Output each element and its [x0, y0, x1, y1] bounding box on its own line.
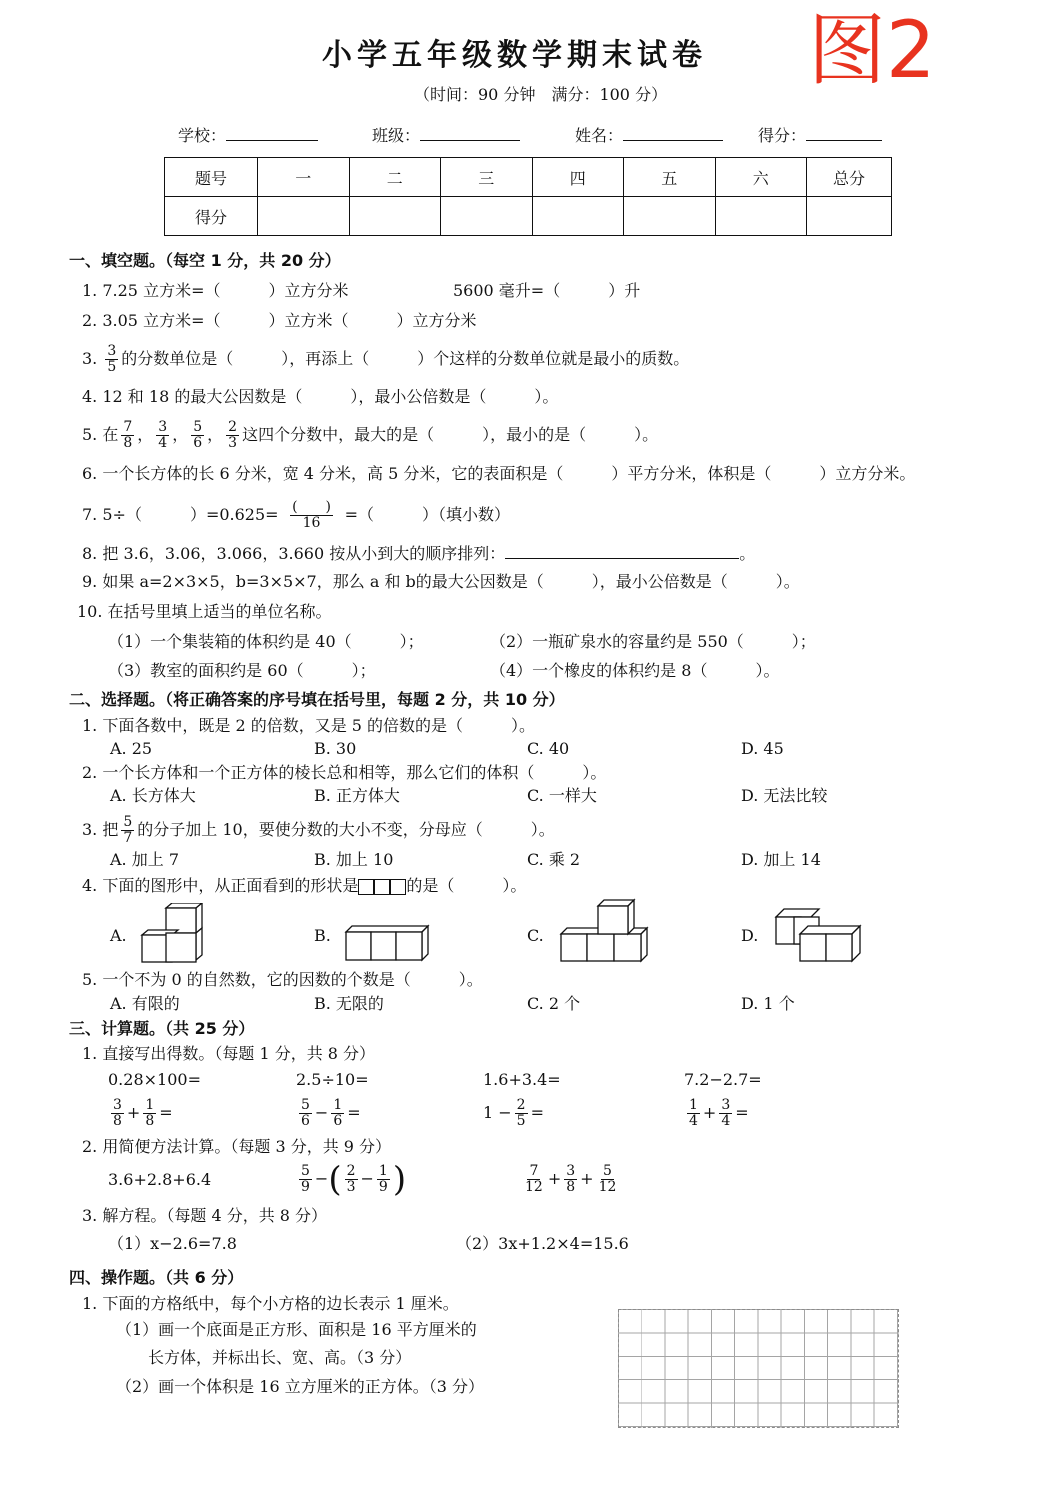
s2-q2-opt: A. 长方体大 — [110, 786, 196, 805]
calc-item: $\frac{1}{4}$ + $\frac{3}{4}$ = — [689, 1097, 749, 1129]
s1-q1a: 1. 7.25 立方米=（ ）立方分米 — [82, 281, 349, 300]
table-row-label: 得分 — [165, 197, 258, 236]
s2-q3: 3. 把 $\frac{5}{7}$ 的分子加上 10，要使分数的大小不变，分母应（ ）。 — [82, 814, 555, 846]
fraction: $\frac{3}{5}$ — [107, 343, 117, 375]
s1-q1b: 5600 毫升=（ ）升 — [453, 281, 641, 300]
s2-q2-opt: B. 正方体大 — [314, 786, 400, 805]
s3-q2: 2. 用简便方法计算。（每题 3 分，共 9 分） — [82, 1137, 392, 1156]
score-table-head-row — [165, 158, 892, 197]
s1-q10-1: （1）一个集装箱的体积约是 40（ ）； — [108, 632, 424, 651]
s1-q3: 3. $\frac{3}{5}$ 的分数单位是（ ），再添上（ ）个这样的分数单位就是最小的质数。 — [82, 343, 690, 375]
s1-q6: 6. 一个长方体的长 6 分米，宽 4 分米，高 5 分米，它的表面积是（ ）平方分米，体积是（ ）立方分米。 — [82, 464, 916, 483]
table-head-cell: 六 — [715, 158, 807, 197]
s3-q1: 1. 直接写出得数。（每题 1 分，共 8 分） — [82, 1044, 376, 1063]
s2-q4-opt: C. — [527, 926, 544, 945]
calc-item: 2.5÷10= — [296, 1070, 369, 1089]
cube-figure-c-icon — [559, 898, 651, 964]
table-head-cell: 三 — [441, 158, 533, 197]
s2-q5: 5. 一个不为 0 的自然数，它的因数的个数是（ ）。 — [82, 970, 483, 989]
score-cell[interactable] — [624, 197, 716, 236]
s2-q4-opt: B. — [314, 926, 331, 945]
table-head-cell: 四 — [532, 158, 624, 197]
score-label: 得分： — [758, 124, 882, 146]
score-cell[interactable] — [807, 197, 892, 236]
s2-q5-opt: C. 2 个 — [527, 994, 581, 1013]
s1-q9: 9. 如果 a=2×3×5，b=3×5×7，那么 a 和 b的最大公因数是（ ），最小公倍数是（ ）。 — [82, 572, 800, 591]
section-1-title: 一、填空题。（每空 1 分，共 20 分） — [69, 251, 341, 270]
s2-q1-opt: B. 30 — [314, 739, 357, 758]
score-cell[interactable] — [532, 197, 624, 236]
cube-figure-d-icon — [774, 907, 862, 965]
score-cell[interactable] — [349, 197, 441, 236]
score-table-score-row — [165, 197, 892, 236]
s2-q2: 2. 一个长方体和一个正方体的棱长总和相等，那么它们的体积（ ）。 — [82, 763, 607, 782]
s2-q3-opt: A. 加上 7 — [110, 850, 179, 869]
table-head-cell: 题号 — [165, 158, 258, 197]
s2-q1: 1. 下面各数中，既是 2 的倍数，又是 5 的倍数的是（ ）。 — [82, 716, 536, 735]
s2-q4-opt: D. — [741, 926, 759, 945]
school-label: 学校： — [178, 124, 318, 146]
simplify-item: 3.6+2.8+6.4 — [108, 1170, 212, 1189]
s2-q1-opt: C. 40 — [527, 739, 570, 758]
s1-q10: 10. 在括号里填上适当的单位名称。 — [77, 602, 332, 621]
simplify-item: $\frac{7}{12}$ + $\frac{3}{8}$ + $\frac{5}{12}$ — [525, 1163, 617, 1195]
calc-item: 1 − $\frac{2}{5}$ = — [483, 1097, 544, 1129]
s2-q5-opt: B. 无限的 — [314, 994, 384, 1013]
equation-item: （2）3x+1.2×4=15.6 — [456, 1234, 629, 1253]
s4-q1-1b: 长方体，并标出长、宽、高。（3 分） — [148, 1348, 412, 1367]
grid-paper[interactable] — [618, 1309, 899, 1428]
s1-q10-4: （4）一个橡皮的体积约是 8（ ）。 — [490, 661, 780, 680]
s2-q3-opt: D. 加上 14 — [741, 850, 821, 869]
simplify-item: $\frac{5}{9}$ −( $\frac{2}{3}$ − $\frac{1}{9}$ ) — [301, 1159, 407, 1200]
s1-q10-2: （2）一瓶矿泉水的容量约是 550（ ）； — [490, 632, 816, 651]
s2-q3-opt: C. 乘 2 — [527, 850, 581, 869]
s1-q10-3: （3）教室的面积约是 60（ ）； — [108, 661, 376, 680]
table-head-cell: 总分 — [807, 158, 892, 197]
s1-q5: 5. 在 $\frac{7}{8}$ ， $\frac{3}{4}$ ， $\frac{5}{6}$ ， $\frac{2}{3}$ 这四个分数中，最大的是（ ），最小的是（ ）。 — [82, 419, 659, 451]
class-label: 班级： — [372, 124, 520, 146]
name-label: 姓名： — [575, 124, 723, 146]
s2-q5-opt: D. 1 个 — [741, 994, 795, 1013]
s2-q4: 4. 下面的图形中，从正面看到的形状是 的是（ ）。 — [82, 876, 527, 895]
cube-figure-b-icon — [344, 924, 430, 964]
s1-q2: 2. 3.05 立方米=（ ）立方米（ ）立方分米 — [82, 311, 477, 330]
cube-figure-a-icon — [140, 903, 210, 965]
s2-q2-opt: C. 一样大 — [527, 786, 597, 805]
s3-q3: 3. 解方程。（每题 4 分，共 8 分） — [82, 1206, 328, 1225]
calc-item: 1.6+3.4= — [483, 1070, 561, 1089]
score-cell[interactable] — [441, 197, 533, 236]
table-head-cell: 一 — [258, 158, 350, 197]
calc-item: $\frac{5}{6}$ − $\frac{1}{6}$ = — [301, 1097, 361, 1129]
s2-q3-opt: B. 加上 10 — [314, 850, 394, 869]
s4-q1-1a: （1）画一个底面是正方形、面积是 16 平方厘米的 — [116, 1320, 477, 1339]
subtitle: （时间：90 分钟 满分：100 分） — [414, 85, 668, 104]
equation-item: （1）x−2.6=7.8 — [108, 1234, 237, 1253]
table-head-cell: 二 — [349, 158, 441, 197]
page-title: 小学五年级数学期末试卷 — [322, 38, 707, 73]
s2-q1-opt: D. 45 — [741, 739, 784, 758]
section-4-title: 四、操作题。（共 6 分） — [69, 1268, 244, 1287]
table-head-cell: 五 — [624, 158, 716, 197]
s2-q2-opt: D. 无法比较 — [741, 786, 828, 805]
s2-q4-opt: A. — [110, 926, 127, 945]
score-cell[interactable] — [258, 197, 350, 236]
s1-q7: 7. 5÷（ ）=0.625= $\frac{( )}{16}$ =（ ）（填小数） — [82, 499, 510, 531]
calc-item: $\frac{3}{8}$ + $\frac{1}{8}$ = — [113, 1097, 173, 1129]
score-cell[interactable] — [715, 197, 807, 236]
s2-q1-opt: A. 25 — [110, 739, 153, 758]
s1-q8: 8. 把 3.6，3.06，3.066，3.660 按从小到大的顺序排列： 。 — [82, 544, 756, 563]
score-table — [164, 157, 892, 236]
figure-mark: 图2 — [808, 6, 936, 96]
section-2-title: 二、选择题。（将正确答案的序号填在括号里，每题 2 分，共 10 分） — [69, 690, 565, 709]
s4-q1-2: （2）画一个体积是 16 立方厘米的正方体。（3 分） — [116, 1377, 484, 1396]
s1-q4: 4. 12 和 18 的最大公因数是（ ），最小公倍数是（ ）。 — [82, 387, 559, 406]
section-3-title: 三、计算题。（共 25 分） — [69, 1019, 255, 1038]
s4-q1: 1. 下面的方格纸中，每个小方格的边长表示 1 厘米。 — [82, 1294, 459, 1313]
s2-q5-opt: A. 有限的 — [110, 994, 180, 1013]
calc-item: 0.28×100= — [108, 1070, 201, 1089]
calc-item: 7.2−2.7= — [684, 1070, 762, 1089]
three-squares-icon — [358, 876, 406, 895]
